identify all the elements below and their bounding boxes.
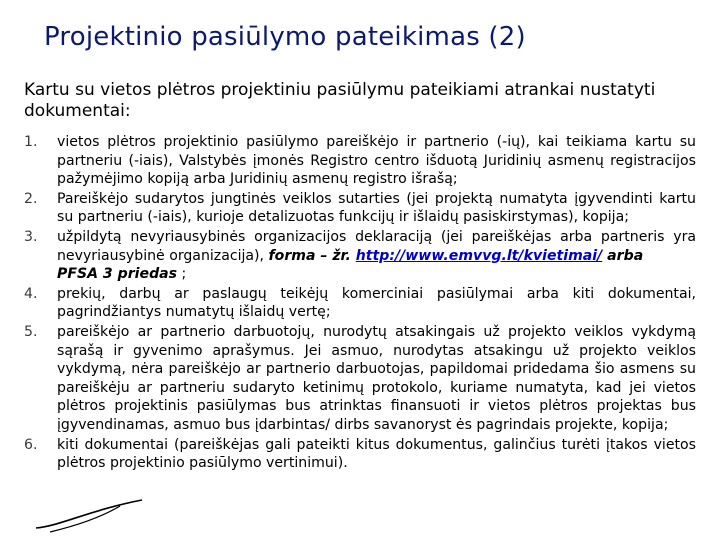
arba-label: arba	[602, 247, 644, 264]
item-number: 5.	[24, 323, 38, 340]
list-item	[24, 285, 696, 322]
item-text: vietos plėtros projektinio pasiūlymo pareiškėjo ir partnerio (-ių), kai teikiama kartu su partneriu (-iais), Valstybės įmonės Registro centro išduotą Juridinių asmenų registracijos pažymėjimo kopiją arba Juridinių asmenų registro išrašą;	[57, 134, 696, 188]
intro-text: Kartu su vietos plėtros projektiniu pasiūlymu pateikiami atrankai nustatyti dokumentai:	[24, 80, 656, 121]
list-item	[24, 190, 696, 227]
item-number: 1.	[24, 134, 38, 150]
list-item	[24, 133, 696, 189]
slide-title: Projektinio pasiūlymo pateikimas (2)	[44, 22, 526, 52]
kvietimai-link[interactable]: http://www.emvvg.lt/kvietimai/	[355, 247, 603, 264]
list-item	[24, 323, 696, 435]
item-text: prekių, darbų ar paslaugų teikėjų komerciniai pasiūlymai arba kiti dokumentai, pagrindžiantys numatytų išlaidų vertę;	[57, 285, 696, 321]
item-text: užpildytą nevyriausybinės organizacijos deklaraciją (jei pareiškėjas arba partneris yra nevyriausybinė organizacija),	[57, 228, 696, 264]
item-number: 4.	[24, 285, 38, 302]
list-item	[24, 228, 696, 284]
handwritten-arrow-mark	[30, 496, 150, 536]
item-text: kiti dokumentai (pareiškėjas gali pateikti kitus dokumentus, galinčius turėti įtakos vietos plėtros projektinio pasiūlymo vertinimui).	[57, 436, 696, 472]
list-item	[24, 436, 696, 473]
forma-label: forma – žr.	[268, 247, 356, 264]
item-number: 2.	[24, 190, 38, 207]
item-tail: ;	[177, 266, 187, 283]
item-text: Pareiškėjo sudarytos jungtinės veiklos sutarties (jei projektą numatyta įgyvendinti kartu su partneriu (-iais), kurioje detalizuotas funkcijų ir išlaidų pasiskirstymas), kopija;	[57, 190, 696, 226]
pfsa-annex-label: PFSA 3 priedas	[57, 266, 178, 283]
item-number: 3.	[24, 228, 38, 245]
item-text: pareiškėjo ar partnerio darbuotojų, nurodytų atsakingais už projekto veiklos vykdymą sąrašą ir gyvenimo aprašymus. Jei asmuo, nurodytas atsakingu už projekto veiklos vykdymą, nėra pareiškėjo ar partnerio darbuotojas, papildomai pridedama šio asmens su pareiškėju ar partneriu sudaryto ketinimų protokolo, kuriame numatyta, kad jei vietos plėtros projektinis pasiūlymas bus atrinktas finansuoti ir vietos plėtros projektas bus įgyvendinamas, asmuo bus įdarbintas/ dirbs savanoryst ės pagrindais projekte, kopija;	[57, 323, 696, 433]
document-list	[24, 133, 696, 474]
item-number: 6.	[24, 436, 38, 453]
